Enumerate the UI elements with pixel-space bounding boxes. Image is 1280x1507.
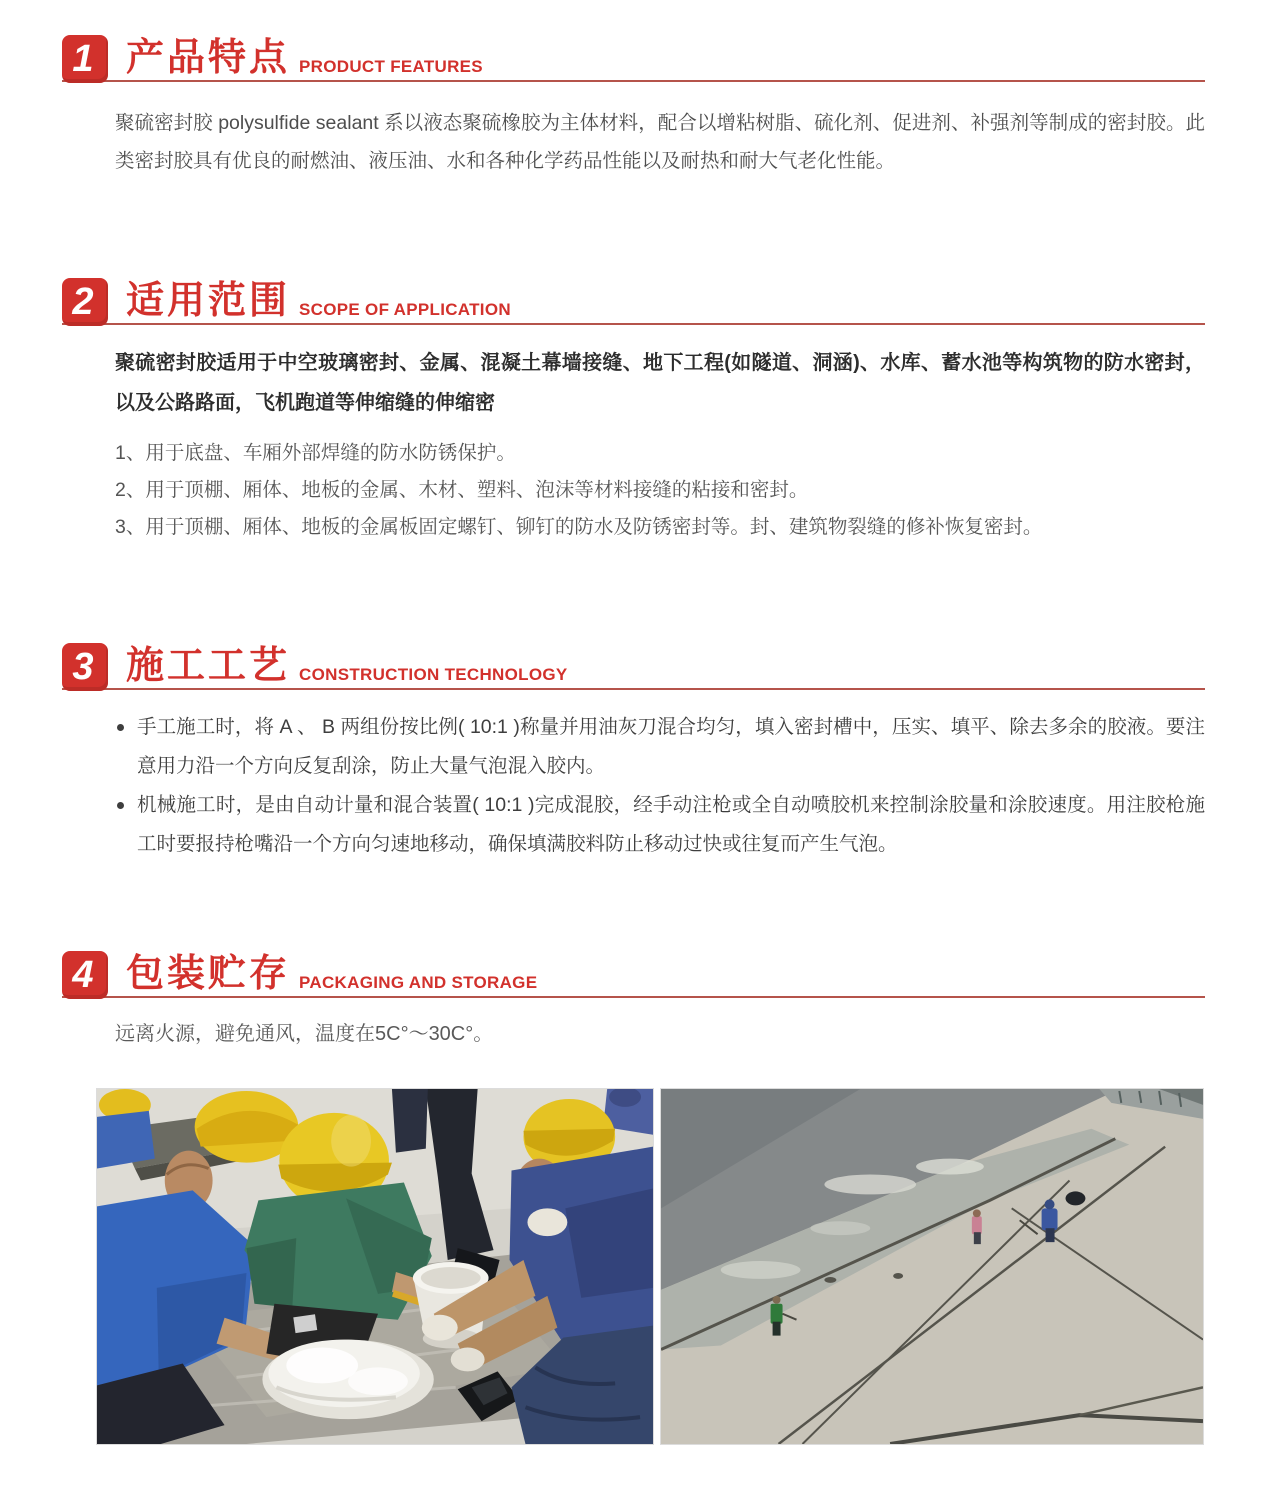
section-number-badge: 1 [62,35,108,83]
list-item: 2、用于顶棚、厢体、地板的金属、木材、塑料、泡沫等材料接缝的粘接和密封。 [115,479,809,501]
section-header [62,32,1205,82]
list-item: 3、用于顶棚、厢体、地板的金属板固定螺钉、铆钉的防水及防锈密封等。封、建筑物裂缝的修补恢复密封。 [115,516,1043,538]
section-number-badge: 3 [62,643,108,691]
section-header [62,948,1205,998]
section-title-zh: 施工工艺 [126,645,291,687]
sealant-workers-illustration [97,1089,653,1444]
photo-row [96,1088,1204,1445]
section-construction-technology [62,640,1205,864]
application-list [115,435,1205,546]
section-scope-of-application [62,275,1205,546]
dam-slope-illustration [661,1089,1203,1444]
workers-applying-white-sealant-photo [96,1088,654,1445]
bullet-dot-icon [117,802,124,809]
section-product-features [62,32,1205,180]
section-title-en: PACKAGING AND STORAGE [299,973,538,992]
concrete-slope-expansion-joints-photo [660,1088,1204,1445]
bullet-item [115,708,1205,786]
bullet-item [115,786,1205,864]
section-title-en: PRODUCT FEATURES [299,57,483,76]
bullet-dot-icon [117,724,124,731]
list-item: 1、用于底盘、车厢外部焊缝的防水防锈保护。 [115,442,516,464]
section-title-zh: 包装贮存 [126,953,291,995]
construction-bullet-list [115,708,1205,864]
section-header [62,275,1205,325]
section-title-en: CONSTRUCTION TECHNOLOGY [299,665,568,684]
section-body-text: 聚硫密封胶 polysulfide sealant 系以液态聚硫橡胶为主体材料，配合以增粘树脂、硫化剂、促进剂、补强剂等制成的密封胶。此类密封胶具有优良的耐燃油、液压油、水和各种化学药品性能以及耐热和耐大气老化性能。 [115,112,1205,172]
section-packaging-and-storage [62,948,1205,1048]
section-title-zh: 产品特点 [126,37,291,79]
section-title-en: SCOPE OF APPLICATION [299,300,511,319]
storage-conditions-text: 远离火源，避免通风，温度在5C°～30C°。 [115,1023,494,1045]
bullet-text: 机械施工时，是由自动计量和混合装置( 10:1 )完成混胶，经手动注枪或全自动喷胶机来控制涂胶量和涂胶速度。用注胶枪施工时要报持枪嘴沿一个方向匀速地移动，确保填满胶料防止移动过快或往复而产生气泡。 [137,794,1205,855]
white-sealant-blob [262,1340,433,1420]
scope-lead-text: 聚硫密封胶适用于中空玻璃密封、金属、混凝土幕墙接缝、地下工程(如隧道、洞涵)、水库、蓄水池等构筑物的防水密封，以及公路路面，飞机跑道等伸缩缝的伸缩密 [115,352,1205,414]
section-number-badge: 4 [62,951,108,999]
background-worker-figure [97,1089,155,1169]
bullet-text: 手工施工时，将 A 、 B 两组份按比例( 10:1 )称量并用油灰刀混合均匀，填入密封槽中，压实、填平、除去多余的胶液。要注意用力沿一个方向反复刮涂，防止大量气泡混入胶内。 [137,716,1205,777]
section-title-zh: 适用范围 [126,280,291,322]
section-number-badge: 2 [62,278,108,326]
section-header [62,640,1205,690]
